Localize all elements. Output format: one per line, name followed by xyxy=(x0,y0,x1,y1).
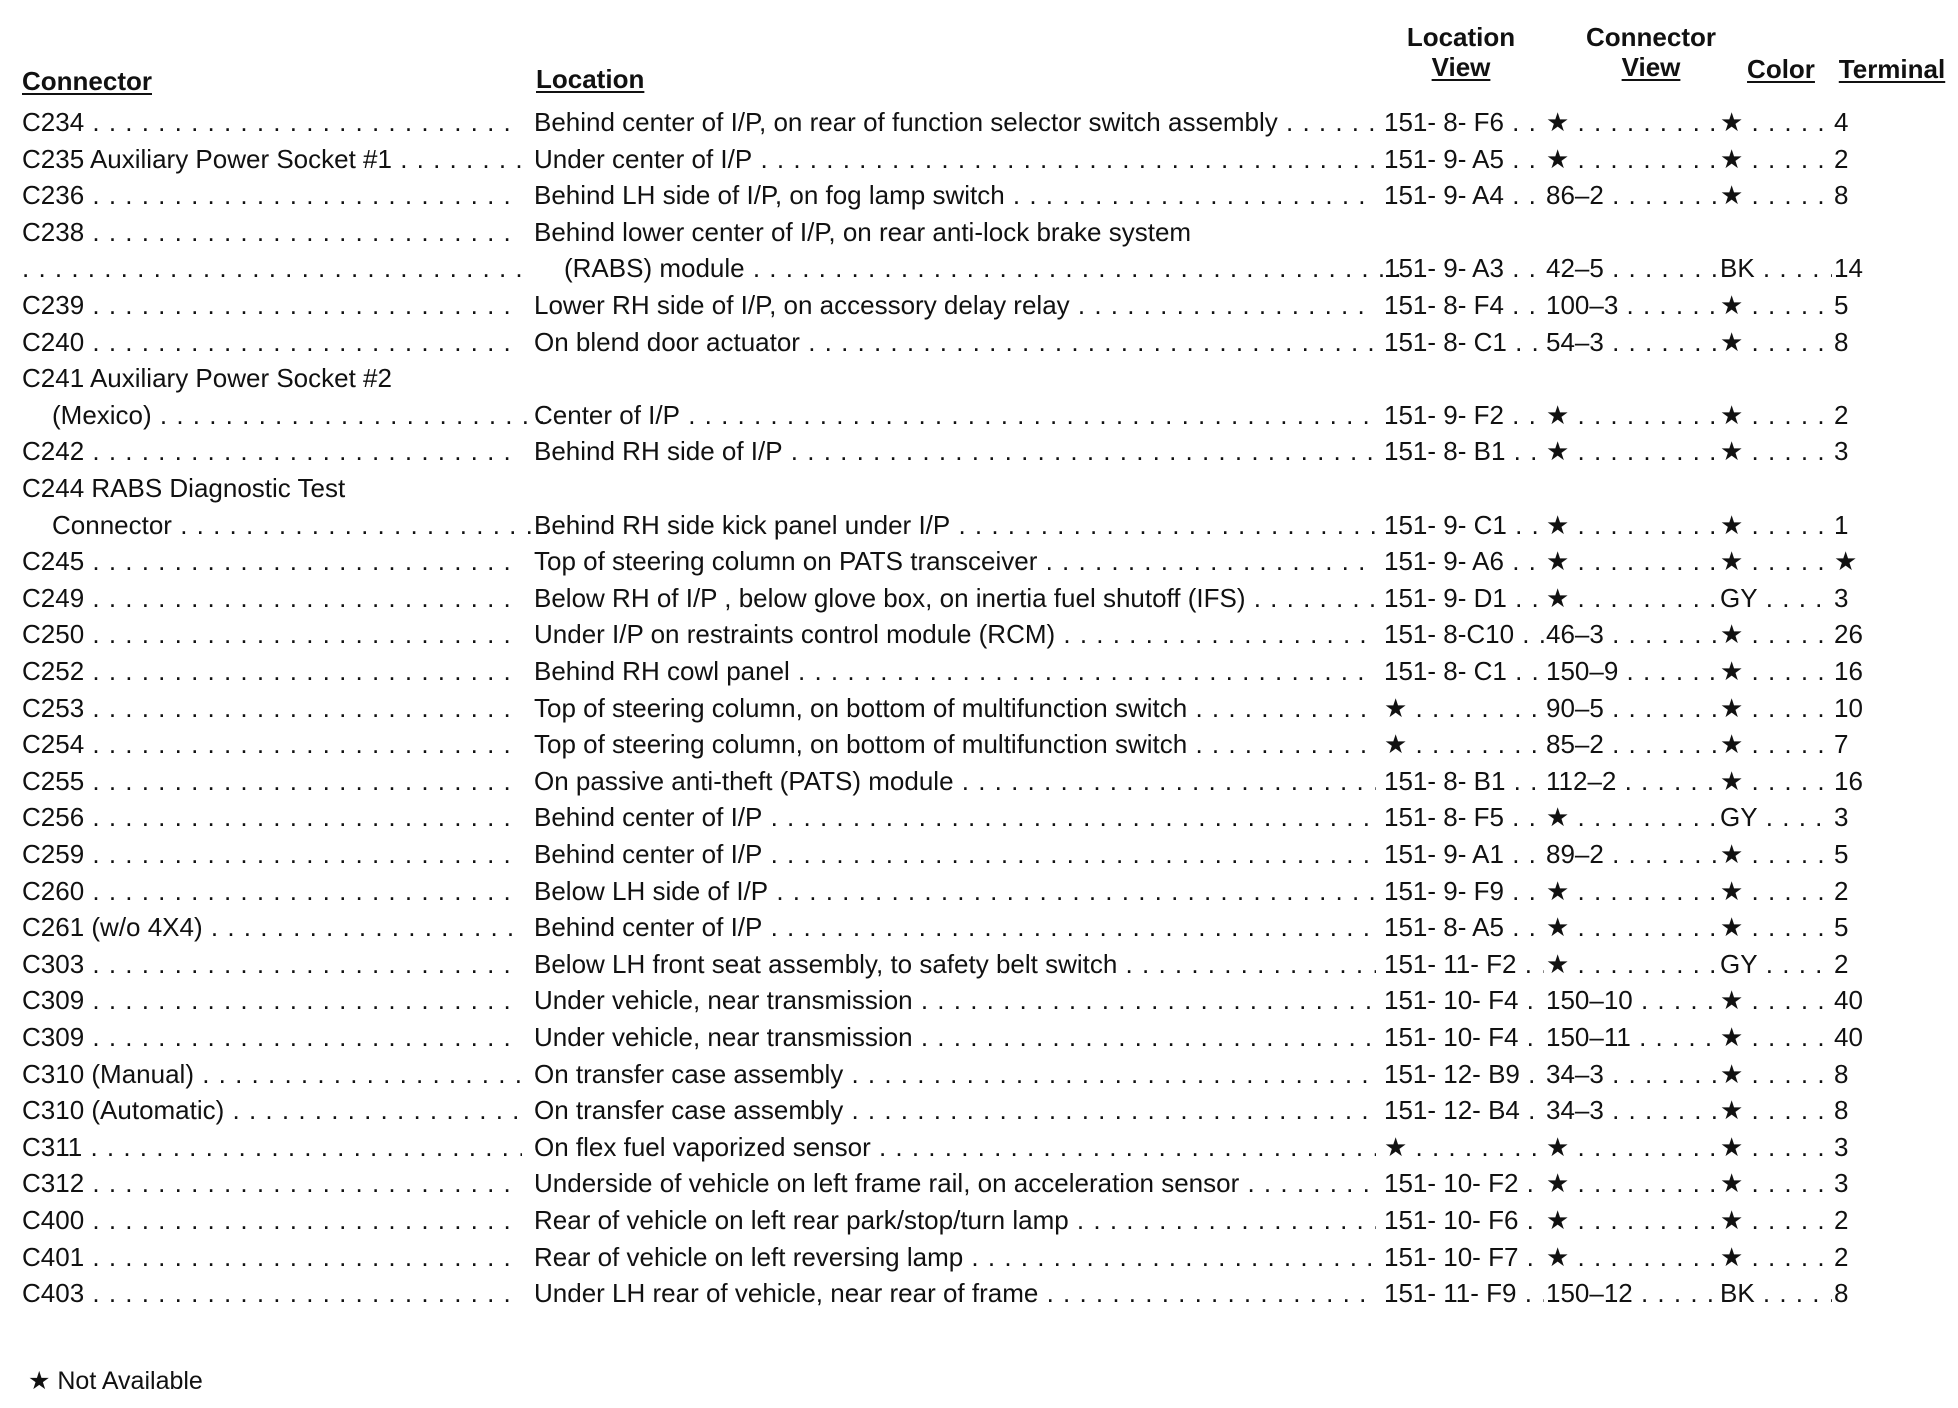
header-connector-view-line2: View xyxy=(1621,52,1681,82)
location-view-cell: 151- 8- A5 . . . xyxy=(1384,912,1544,942)
color-cell: ★ . . . xyxy=(1720,766,1832,796)
terminal-cell: 5 xyxy=(1834,839,1849,869)
connector-cell: C256 . . . xyxy=(22,802,522,832)
connector-view-cell: 90–5 . . . xyxy=(1546,693,1718,723)
connector-view-cell: ★ . . . xyxy=(1546,1168,1718,1198)
location-view-cell: 151- 9- A5 . . . xyxy=(1384,144,1544,174)
location-cell: Top of steering column, on bottom of multifunction switch . . . xyxy=(534,693,1376,723)
location-cell: Below LH side of I/P . . . xyxy=(534,876,1376,906)
color-cell: ★ . . . xyxy=(1720,876,1832,906)
terminal-cell: 2 xyxy=(1834,144,1849,174)
terminal-cell: 8 xyxy=(1834,180,1849,210)
location-cell: Behind RH side of I/P . . . xyxy=(534,436,1376,466)
connector-cell: C401 . . . xyxy=(22,1242,522,1272)
header-location-view-line1: Location xyxy=(1406,22,1516,52)
connector-cell: C310 (Manual) . . . xyxy=(22,1059,522,1089)
terminal-cell: 10 xyxy=(1834,693,1863,723)
location-view-cell: 151- 8- B1 . . . xyxy=(1384,436,1544,466)
location-cell: Under vehicle, near transmission . . . xyxy=(534,1022,1376,1052)
location-view-cell: 151- 10- F7 . . . xyxy=(1384,1242,1544,1272)
connector-view-cell: 150–12 . . . xyxy=(1546,1278,1718,1308)
location-cell: Underside of vehicle on left frame rail, on acceleration sensor . . . xyxy=(534,1168,1376,1198)
location-view-cell: ★ . . . xyxy=(1384,1132,1544,1162)
location-view-cell: 151- 9- D1 . . . xyxy=(1384,583,1544,613)
location-cell: Behind RH cowl panel . . . xyxy=(534,656,1376,686)
location-view-cell: 151- 8-C10 . . . xyxy=(1384,619,1544,649)
connector-cell: (Mexico) . . . xyxy=(52,400,552,430)
connector-cell: C312 . . . xyxy=(22,1168,522,1198)
color-cell: ★ . . . xyxy=(1720,546,1832,576)
location-cell: (RABS) module . . . xyxy=(564,253,1406,283)
connector-cell: C250 . . . xyxy=(22,619,522,649)
connector-view-cell: 85–2 . . . xyxy=(1546,729,1718,759)
terminal-cell: 16 xyxy=(1834,656,1863,686)
connector-view-cell: ★ . . . xyxy=(1546,107,1718,137)
location-cell: Behind lower center of I/P, on rear anti-lock brake system xyxy=(534,217,1192,247)
location-cell: On flex fuel vaporized sensor . . . xyxy=(534,1132,1376,1162)
terminal-cell: 8 xyxy=(1834,1095,1849,1125)
terminal-cell: 26 xyxy=(1834,619,1863,649)
terminal-cell: 5 xyxy=(1834,290,1849,320)
location-cell: Top of steering column on PATS transceiver . . . xyxy=(534,546,1376,576)
location-view-cell: 151- 11- F2 . . . xyxy=(1384,949,1544,979)
location-view-cell: 151- 8- F5 . . . xyxy=(1384,802,1544,832)
header-color-label: Color xyxy=(1747,54,1815,84)
connector-view-cell: 150–9 . . . xyxy=(1546,656,1718,686)
color-cell: GY . . . xyxy=(1720,949,1832,979)
connector-cell: C403 . . . xyxy=(22,1278,522,1308)
location-view-cell: 151- 9- A1 . . . xyxy=(1384,839,1544,869)
connector-view-cell: 86–2 . . . xyxy=(1546,180,1718,210)
terminal-cell: 7 xyxy=(1834,729,1849,759)
location-view-cell: 151- 12- B9 . . . xyxy=(1384,1059,1544,1089)
connector-view-cell: ★ . . . xyxy=(1546,949,1718,979)
color-cell: ★ . . . xyxy=(1720,107,1832,137)
location-view-cell: ★ . . . xyxy=(1384,693,1544,723)
connector-cell: C252 . . . xyxy=(22,656,522,686)
connector-view-cell: 54–3 . . . xyxy=(1546,327,1718,357)
connector-cell: C235 Auxiliary Power Socket #1 . . . xyxy=(22,144,522,174)
location-view-cell: 151- 12- B4 . . . xyxy=(1384,1095,1544,1125)
terminal-cell: 2 xyxy=(1834,400,1849,430)
connector-view-cell: ★ . . . xyxy=(1546,912,1718,942)
connector-view-cell: 34–3 . . . xyxy=(1546,1059,1718,1089)
color-cell: ★ . . . xyxy=(1720,729,1832,759)
terminal-cell: 2 xyxy=(1834,876,1849,906)
location-cell: Behind center of I/P . . . xyxy=(534,912,1376,942)
connector-cell: C249 . . . xyxy=(22,583,522,613)
color-cell: GY . . . xyxy=(1720,583,1832,613)
color-cell: ★ . . . xyxy=(1720,693,1832,723)
connector-view-cell: 112–2 . . . xyxy=(1546,766,1718,796)
color-cell: ★ . . . xyxy=(1720,1205,1832,1235)
connector-cell: C255 . . . xyxy=(22,766,522,796)
connector-view-cell: ★ . . . xyxy=(1546,802,1718,832)
connector-cell: C259 . . . xyxy=(22,839,522,869)
header-color xyxy=(1736,54,1826,84)
connector-cell: C303 . . . xyxy=(22,949,522,979)
color-cell: BK . . . xyxy=(1720,1278,1832,1308)
connector-view-cell: ★ . . . xyxy=(1546,1205,1718,1235)
color-cell: ★ . . . xyxy=(1720,327,1832,357)
terminal-cell: 8 xyxy=(1834,327,1849,357)
connector-cell: C238 . . . xyxy=(22,217,522,247)
terminal-cell: 2 xyxy=(1834,949,1849,979)
color-cell: ★ . . . xyxy=(1720,1132,1832,1162)
color-cell: ★ . . . xyxy=(1720,1095,1832,1125)
color-cell: ★ . . . xyxy=(1720,1059,1832,1089)
location-view-cell: 151- 8- F4 . . . xyxy=(1384,290,1544,320)
location-view-cell: 151- 11- F9 . . . xyxy=(1384,1278,1544,1308)
location-cell: Behind LH side of I/P, on fog lamp switch . . . xyxy=(534,180,1376,210)
terminal-cell: 2 xyxy=(1834,1205,1849,1235)
connector-cell: C400 . . . xyxy=(22,1205,522,1235)
color-cell: BK . . . xyxy=(1720,253,1832,283)
terminal-cell: 3 xyxy=(1834,583,1849,613)
location-cell: Top of steering column, on bottom of multifunction switch . . . xyxy=(534,729,1376,759)
connector-view-cell: ★ . . . xyxy=(1546,510,1718,540)
header-location xyxy=(536,64,644,94)
connector-cell: Connector . . . xyxy=(52,510,552,540)
connector-cell: C242 . . . xyxy=(22,436,522,466)
location-cell: Rear of vehicle on left rear park/stop/turn lamp . . . xyxy=(534,1205,1376,1235)
connector-view-cell: ★ . . . xyxy=(1546,876,1718,906)
location-view-cell: 151- 8- C1 . . . xyxy=(1384,656,1544,686)
terminal-cell: 1 xyxy=(1834,510,1849,540)
location-cell: Under vehicle, near transmission . . . xyxy=(534,985,1376,1015)
header-connector-view xyxy=(1566,22,1736,82)
location-cell: Lower RH side of I/P, on accessory delay relay . . . xyxy=(534,290,1376,320)
location-cell: Below LH front seat assembly, to safety belt switch . . . xyxy=(534,949,1376,979)
connector-view-cell: 46–3 . . . xyxy=(1546,619,1718,649)
location-cell: On transfer case assembly . . . xyxy=(534,1095,1376,1125)
location-cell: Center of I/P . . . xyxy=(534,400,1376,430)
connector-cell: C260 . . . xyxy=(22,876,522,906)
header-connector-view-line1: Connector xyxy=(1586,22,1716,52)
header-terminal xyxy=(1836,54,1948,84)
terminal-cell: 3 xyxy=(1834,802,1849,832)
header-location-view-line2: View xyxy=(1431,52,1491,82)
color-cell: GY . . . xyxy=(1720,802,1832,832)
location-view-cell: 151- 9- A6 . . . xyxy=(1384,546,1544,576)
color-cell: ★ . . . xyxy=(1720,1168,1832,1198)
connector-view-cell: ★ . . . xyxy=(1546,583,1718,613)
location-cell: Below RH of I/P , below glove box, on inertia fuel shutoff (IFS) . . . xyxy=(534,583,1376,613)
connector-view-cell: 100–3 . . . xyxy=(1546,290,1718,320)
location-view-cell: 151- 8- F6 . . . xyxy=(1384,107,1544,137)
location-view-cell: 151- 9- F9 . . . xyxy=(1384,876,1544,906)
connector-view-cell: ★ . . . xyxy=(1546,400,1718,430)
terminal-cell: 5 xyxy=(1834,912,1849,942)
terminal-cell: 3 xyxy=(1834,436,1849,466)
connector-cell: C239 . . . xyxy=(22,290,522,320)
terminal-cell: 4 xyxy=(1834,107,1849,137)
location-cell: On transfer case assembly . . . xyxy=(534,1059,1376,1089)
connector-cell: C240 . . . xyxy=(22,327,522,357)
connector-cell: C234 . . . xyxy=(22,107,522,137)
terminal-cell: 40 xyxy=(1834,1022,1863,1052)
connector-cell: C310 (Automatic) . . . xyxy=(22,1095,522,1125)
location-cell: On blend door actuator . . . xyxy=(534,327,1376,357)
color-cell: ★ . . . xyxy=(1720,839,1832,869)
color-cell: ★ . . . xyxy=(1720,1242,1832,1272)
connector-cell: C253 . . . xyxy=(22,693,522,723)
color-cell: ★ . . . xyxy=(1720,290,1832,320)
connector-cell: C261 (w/o 4X4) . . . xyxy=(22,912,522,942)
connector-cell: C236 . . . xyxy=(22,180,522,210)
connector-cell: C241 Auxiliary Power Socket #2 xyxy=(22,363,392,393)
location-view-cell: 151- 10- F6 . . . xyxy=(1384,1205,1544,1235)
color-cell: ★ . . . xyxy=(1720,400,1832,430)
location-cell: Behind RH side kick panel under I/P . . . xyxy=(534,510,1376,540)
location-cell: On passive anti-theft (PATS) module . . . xyxy=(534,766,1376,796)
connector-view-cell: 34–3 . . . xyxy=(1546,1095,1718,1125)
connector-view-cell: 150–10 . . . xyxy=(1546,985,1718,1015)
connector-cell: C309 . . . xyxy=(22,985,522,1015)
color-cell: ★ . . . xyxy=(1720,619,1832,649)
connector-view-cell: ★ . . . xyxy=(1546,1242,1718,1272)
connector-cell: C254 . . . xyxy=(22,729,522,759)
header-location-label: Location xyxy=(536,64,645,94)
location-cell: Under I/P on restraints control module (RCM) . . . xyxy=(534,619,1376,649)
location-view-cell: 151- 10- F2 . . . xyxy=(1384,1168,1544,1198)
location-view-cell: 151- 8- B1 . . . xyxy=(1384,766,1544,796)
connector-cell xyxy=(22,253,522,283)
color-cell: ★ . . . xyxy=(1720,912,1832,942)
header-terminal-label: Terminal xyxy=(1838,54,1946,84)
color-cell: ★ . . . xyxy=(1720,656,1832,686)
color-cell: ★ . . . xyxy=(1720,180,1832,210)
location-cell: Under center of I/P . . . xyxy=(534,144,1376,174)
location-cell: Behind center of I/P . . . xyxy=(534,802,1376,832)
location-cell: Behind center of I/P . . . xyxy=(534,839,1376,869)
location-view-cell: 151- 9- F2 . . . xyxy=(1384,400,1544,430)
color-cell: ★ . . . xyxy=(1720,144,1832,174)
location-view-cell: 151- 9- C1 . . . xyxy=(1384,510,1544,540)
terminal-cell: 40 xyxy=(1834,985,1863,1015)
location-cell: Behind center of I/P, on rear of function selector switch assembly . . . xyxy=(534,107,1376,137)
connector-view-cell: ★ . . . xyxy=(1546,546,1718,576)
connector-view-cell: 89–2 . . . xyxy=(1546,839,1718,869)
connector-cell: C244 RABS Diagnostic Test xyxy=(22,473,346,503)
location-cell: Under LH rear of vehicle, near rear of frame . . . xyxy=(534,1278,1376,1308)
terminal-cell: 3 xyxy=(1834,1132,1849,1162)
location-view-cell: 151- 10- F4 . . . xyxy=(1384,1022,1544,1052)
location-view-cell: 151- 10- F4 . . . xyxy=(1384,985,1544,1015)
connector-view-cell: ★ . . . xyxy=(1546,436,1718,466)
header-connector xyxy=(22,66,152,96)
connector-cell: C311 . . . xyxy=(22,1132,522,1162)
terminal-cell: 8 xyxy=(1834,1059,1849,1089)
terminal-cell: 2 xyxy=(1834,1242,1849,1272)
location-view-cell: 151- 8- C1 . . . xyxy=(1384,327,1544,357)
terminal-cell: ★ xyxy=(1834,546,1858,576)
location-view-cell: ★ . . . xyxy=(1384,729,1544,759)
location-view-cell: 151- 9- A3 . . . xyxy=(1384,253,1544,283)
terminal-cell: 3 xyxy=(1834,1168,1849,1198)
color-cell: ★ . . . xyxy=(1720,510,1832,540)
color-cell: ★ . . . xyxy=(1720,436,1832,466)
location-view-cell: 151- 9- A4 . . . xyxy=(1384,180,1544,210)
color-cell: ★ . . . xyxy=(1720,985,1832,1015)
header-location-view xyxy=(1386,22,1536,82)
connector-cell: C245 . . . xyxy=(22,546,522,576)
color-cell: ★ . . . xyxy=(1720,1022,1832,1052)
connector-view-cell: 150–11 . . . xyxy=(1546,1022,1718,1052)
terminal-cell: 14 xyxy=(1834,253,1863,283)
terminal-cell: 8 xyxy=(1834,1278,1849,1308)
location-cell: Rear of vehicle on left reversing lamp . . . xyxy=(534,1242,1376,1272)
connector-view-cell: ★ . . . xyxy=(1546,1132,1718,1162)
footnote: ★ Not Available xyxy=(28,1367,203,1395)
connector-view-cell: ★ . . . xyxy=(1546,144,1718,174)
connector-cell: C309 . . . xyxy=(22,1022,522,1052)
terminal-cell: 16 xyxy=(1834,766,1863,796)
header-connector-label: Connector xyxy=(22,66,152,96)
connector-view-cell: 42–5 . . . xyxy=(1546,253,1718,283)
